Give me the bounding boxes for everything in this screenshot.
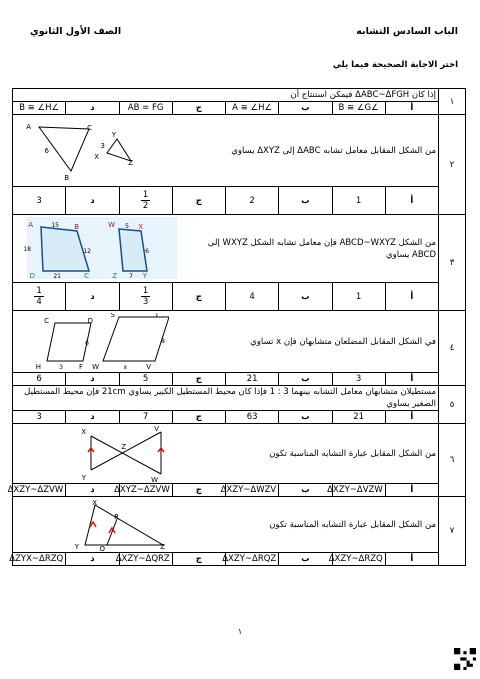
- option-letter-b: ب: [279, 102, 332, 115]
- option-letter-b: ب: [279, 187, 332, 215]
- option-b[interactable]: 4: [226, 283, 279, 311]
- option-letter-d: د: [66, 484, 119, 497]
- svg-text:12: 12: [83, 248, 91, 255]
- question-7-options-row: [13, 553, 466, 566]
- question-stem: من الشكل المقابل عبارة التشابه المناسبة تكون: [269, 519, 436, 530]
- question-7-stem-row: [13, 497, 466, 553]
- question-2-options-row: [13, 187, 466, 215]
- option-letter-c: ج: [172, 102, 225, 115]
- svg-text:Q: Q: [99, 545, 105, 551]
- svg-text:A: A: [26, 123, 31, 131]
- option-a[interactable]: 21: [332, 411, 385, 424]
- question-stem: من الشكل المقابل معامل تشابه ΔABC إلى ΔXYZ يساوي: [231, 145, 436, 156]
- svg-text:6: 6: [145, 248, 149, 255]
- option-d[interactable]: ΔXZY~ΔZVW: [13, 484, 66, 497]
- svg-text:Z: Z: [160, 543, 165, 551]
- option-a[interactable]: 1: [332, 187, 385, 215]
- option-d[interactable]: ΔZYX~ΔRZQ: [13, 553, 66, 566]
- grade-title: الصف الأول الثانوي: [30, 26, 122, 37]
- svg-text:W: W: [108, 221, 115, 229]
- question-6-options-row: [13, 484, 466, 497]
- option-letter-a: أ: [385, 102, 438, 115]
- option-a[interactable]: ΔXZY~ΔVZW: [332, 484, 385, 497]
- question-stem: إذا كان ΔABC~ΔFGH فيمكن استنتاج أن: [290, 90, 436, 100]
- quadrilateral-figure: [19, 217, 179, 281]
- option-letter-a: أ: [385, 411, 438, 424]
- option-letter-c: ج: [172, 484, 225, 497]
- option-letter-d: د: [66, 553, 119, 566]
- svg-text:X: X: [94, 153, 99, 161]
- instruction: اختر الاجابة الصحيحة فيما يلي: [332, 60, 458, 70]
- option-a[interactable]: ΔXZY~ΔRZQ: [332, 553, 385, 566]
- question-5-options-row: [13, 411, 466, 424]
- question-number: ٢: [439, 115, 466, 215]
- svg-text:18: 18: [23, 246, 31, 253]
- svg-text:8: 8: [161, 338, 165, 345]
- svg-text:F: F: [78, 363, 83, 371]
- svg-text:x: x: [123, 364, 127, 371]
- option-letter-d: د: [66, 283, 119, 311]
- option-a[interactable]: 1: [332, 283, 385, 311]
- option-d[interactable]: $\frac{1}{4}$: [13, 283, 66, 311]
- option-c[interactable]: ΔXZY~ΔQRZ: [119, 553, 172, 566]
- option-letter-c: ج: [172, 411, 225, 424]
- option-a[interactable]: 3: [332, 373, 385, 386]
- nested-triangle-figure: [73, 499, 183, 551]
- svg-text:C: C: [84, 272, 89, 280]
- svg-text:6: 6: [44, 147, 49, 155]
- svg-text:15: 15: [51, 222, 59, 229]
- svg-text:C: C: [44, 317, 49, 325]
- svg-text:B: B: [64, 174, 69, 181]
- option-c[interactable]: $\frac{1}{3}$: [119, 283, 172, 311]
- question-stem: من الشكل المقابل عبارة التشابه المناسبة تكون: [269, 448, 436, 459]
- question-number: ٣: [439, 215, 466, 311]
- option-letter-b: ب: [279, 553, 332, 566]
- option-b[interactable]: ΔXZY~ΔWZV: [226, 484, 279, 497]
- option-letter-a: أ: [385, 484, 438, 497]
- svg-text:5: 5: [125, 223, 129, 230]
- question-1-options-row: [13, 102, 466, 115]
- option-letter-c: ج: [172, 187, 225, 215]
- option-letter-d: د: [66, 102, 119, 115]
- qr-code-icon: [454, 648, 476, 670]
- option-letter-a: أ: [385, 283, 438, 311]
- svg-text:X: X: [92, 499, 97, 507]
- question-3-stem-row: [13, 215, 466, 283]
- svg-text:C: C: [87, 124, 92, 132]
- option-letter-d: د: [66, 187, 119, 215]
- page-number: ١: [237, 627, 243, 636]
- svg-text:Y: Y: [74, 543, 79, 551]
- svg-text:W: W: [92, 363, 99, 371]
- option-b[interactable]: ΔXZY~ΔRQZ: [226, 553, 279, 566]
- option-d[interactable]: 3: [13, 411, 66, 424]
- option-letter-c: ج: [172, 373, 225, 386]
- svg-text:V: V: [146, 363, 151, 371]
- option-b[interactable]: ∠A ≅ ∠H: [226, 102, 279, 115]
- question-1-stem-row: [13, 89, 466, 102]
- question-stem: في الشكل المقابل المضلعان متشابهان فإن x تساوي: [250, 336, 436, 347]
- question-number: ٧: [439, 497, 466, 566]
- svg-text:D: D: [29, 272, 35, 280]
- svg-text:D: D: [87, 317, 93, 325]
- svg-text:Z: Z: [112, 272, 117, 280]
- question-3-options-row: [13, 283, 466, 311]
- option-letter-c: ج: [172, 553, 225, 566]
- svg-text:Y: Y: [81, 474, 86, 482]
- option-a[interactable]: ∠B ≅ ∠G: [332, 102, 385, 115]
- question-number: ٦: [439, 424, 466, 497]
- svg-text:Y: Y: [142, 272, 147, 280]
- option-letter-b: ب: [279, 411, 332, 424]
- option-letter-a: أ: [385, 187, 438, 215]
- option-d[interactable]: 6: [13, 373, 66, 386]
- question-5-stem-row: [13, 386, 466, 411]
- option-c[interactable]: ΔXYZ~ΔZVW: [119, 484, 172, 497]
- questions-table: [7, 88, 466, 566]
- svg-text:Y: Y: [111, 131, 116, 139]
- triangle-figure: [19, 121, 139, 181]
- question-stem: من الشكل ABCD~WXYZ فإن معامل تشابه الشكل WXYZ إلى ABCD يساوي: [207, 237, 436, 260]
- svg-text:T: T: [154, 313, 159, 319]
- svg-text:W: W: [151, 476, 158, 482]
- option-letter-a: أ: [385, 373, 438, 386]
- option-c[interactable]: 5: [119, 373, 172, 386]
- svg-text:V: V: [154, 426, 159, 433]
- option-d[interactable]: 3: [13, 187, 66, 215]
- option-c[interactable]: AB = FG: [119, 102, 172, 115]
- svg-text:S: S: [110, 313, 115, 319]
- option-letter-a: أ: [385, 553, 438, 566]
- option-d[interactable]: ∠B ≅ ∠H: [13, 102, 66, 115]
- question-number: ١: [439, 89, 466, 115]
- svg-text:R: R: [114, 513, 119, 521]
- chapter-title: الباب السادس التشابه: [356, 26, 458, 37]
- option-letter-b: ب: [279, 283, 332, 311]
- question-stem: مستطيلان متشابهان معامل التشابه بينهما 3 : 1 فإذا كان محيط المستطيل الكبير يساوي 21cm فإن محيط المستطيل الصغير يساوي: [24, 387, 436, 409]
- svg-text:6: 6: [85, 340, 89, 347]
- option-c[interactable]: $\frac{1}{2}$: [119, 187, 172, 215]
- svg-text:B: B: [74, 223, 79, 231]
- question-4-options-row: [13, 373, 466, 386]
- bowtie-figure: [73, 426, 183, 482]
- svg-text:7: 7: [129, 273, 133, 280]
- option-c[interactable]: 7: [119, 411, 172, 424]
- parallelogram-figure: [19, 313, 169, 371]
- svg-text:Z: Z: [128, 159, 133, 167]
- option-b[interactable]: 21: [226, 373, 279, 386]
- svg-text:3: 3: [59, 364, 63, 371]
- svg-text:A: A: [28, 221, 33, 229]
- svg-text:21: 21: [53, 273, 61, 280]
- option-b[interactable]: 2: [226, 187, 279, 215]
- question-6-stem-row: [13, 424, 466, 484]
- option-b[interactable]: 63: [226, 411, 279, 424]
- svg-text:X: X: [138, 223, 143, 231]
- option-letter-d: د: [66, 411, 119, 424]
- option-letter-c: ج: [172, 283, 225, 311]
- option-letter-b: ب: [279, 484, 332, 497]
- question-4-stem-row: [13, 311, 466, 373]
- option-letter-b: ب: [279, 373, 332, 386]
- svg-text:X: X: [81, 428, 86, 436]
- question-2-stem-row: [13, 115, 466, 187]
- svg-text:H: H: [35, 363, 41, 371]
- question-number: ٤: [439, 311, 466, 386]
- option-letter-d: د: [66, 373, 119, 386]
- svg-text:Z: Z: [121, 443, 126, 451]
- question-number: ٥: [439, 386, 466, 424]
- svg-text:3: 3: [100, 142, 105, 150]
